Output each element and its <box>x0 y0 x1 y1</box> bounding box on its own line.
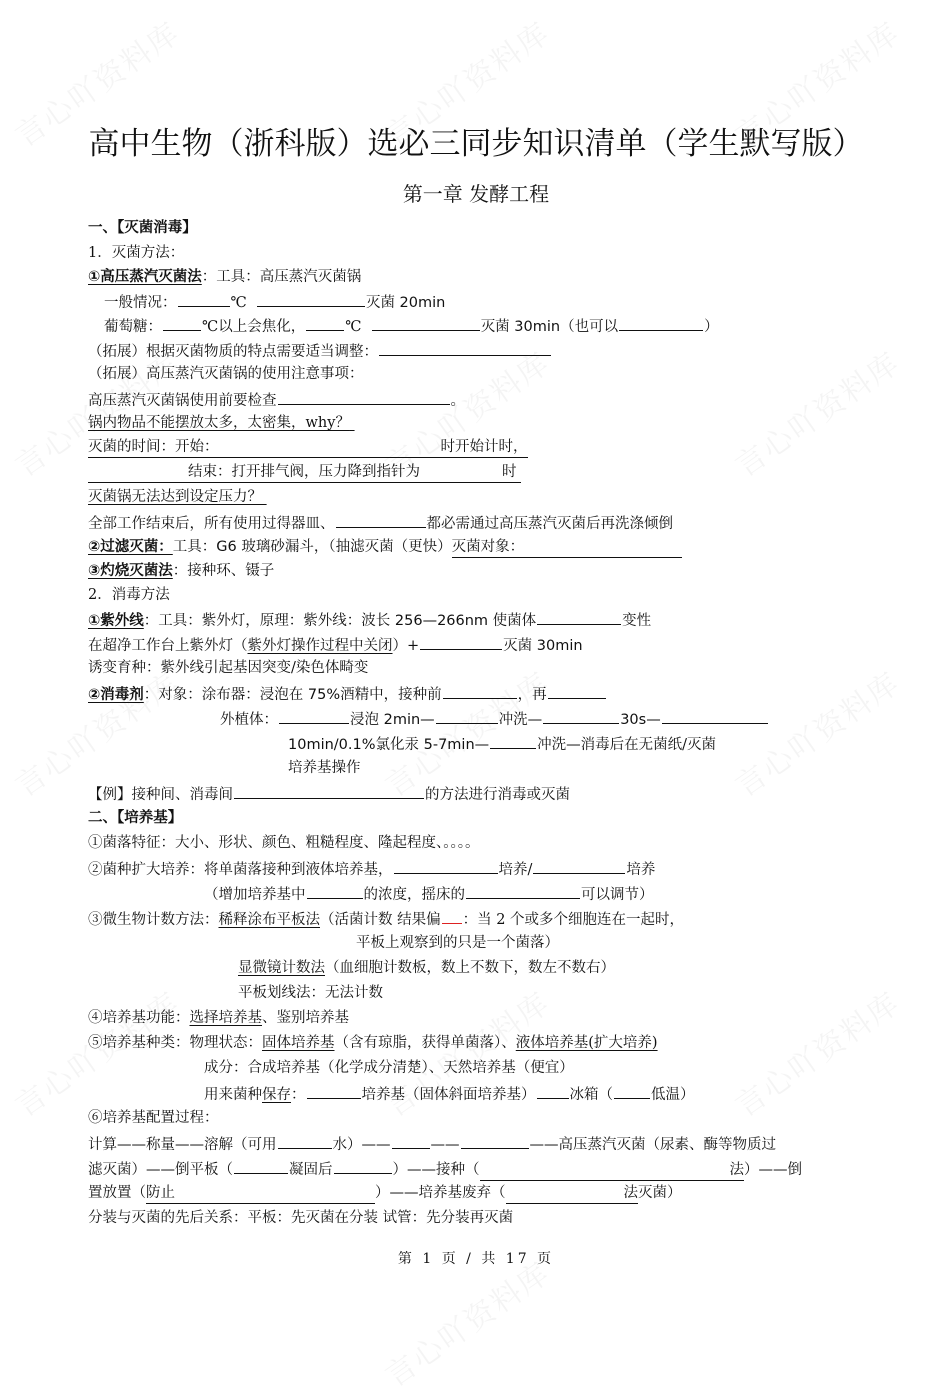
text: 时开始计时， <box>440 439 528 455</box>
text: 保存 <box>262 1087 291 1103</box>
text: 滤灭菌）——倒平板（ <box>88 1162 233 1178</box>
uv-line <box>88 609 651 631</box>
text: 显微镜计数法 <box>238 960 325 976</box>
fill-blank[interactable] <box>163 315 201 331</box>
text: 固体培养基 <box>262 1035 335 1051</box>
fill-blank[interactable] <box>278 389 450 405</box>
disinfectant-line <box>88 683 607 705</box>
text: 时 <box>502 464 517 480</box>
text: 30s— <box>620 712 661 728</box>
text: ⑤培养基种类：物理状态： <box>88 1035 262 1051</box>
fill-blank[interactable] <box>548 683 606 699</box>
text: ）+ <box>392 638 420 654</box>
text: 防止 <box>146 1185 175 1201</box>
fill-blank[interactable] <box>257 291 365 307</box>
watermark <box>725 659 908 805</box>
proc-line-3: 置放置（防止 ）——培养基废弃（ 法灭菌） <box>88 1183 682 1204</box>
item-5-store <box>204 1083 695 1105</box>
text: ℃以上会焦化， <box>202 319 306 335</box>
watermark <box>725 979 908 1125</box>
text: 变性 <box>622 613 652 629</box>
fill-blank[interactable] <box>436 708 498 724</box>
text: ℃ <box>345 319 362 335</box>
fill-blank[interactable] <box>278 1133 332 1149</box>
text: 凝固后 <box>289 1162 333 1178</box>
text: 全部工作结束后，所有使用过得器皿、 <box>88 516 335 532</box>
text: ②菌种扩大培养：将单菌落接种到液体培养基， <box>88 862 393 878</box>
uv-label: ①紫外线 <box>88 613 144 629</box>
text: 【例】接种间、消毒间 <box>88 787 233 803</box>
subheading: 2．消毒方法 <box>88 587 170 603</box>
subheading: 1．灭菌方法： <box>88 245 185 261</box>
text: ）——接种（ <box>392 1162 480 1178</box>
text: 工具：G6 玻璃砂漏斗，（抽滤灭菌（更快） <box>172 539 452 555</box>
example-line <box>88 783 570 805</box>
filter-line <box>88 537 682 558</box>
fill-blank[interactable] <box>461 1133 529 1149</box>
item-4 <box>88 1008 349 1028</box>
text: ——高压蒸汽灭菌（尿素、酶等物质过 <box>529 1137 776 1153</box>
fill-blank[interactable] <box>662 708 768 724</box>
text: 灭菌 30min（也可以 <box>480 319 619 335</box>
proc-line-1 <box>88 1133 776 1155</box>
section-heading: 二、【培养基】 <box>88 810 183 826</box>
text: 灭菌锅无法达到设定压力？ <box>88 489 262 505</box>
text: ℃ <box>230 295 247 311</box>
watermark <box>725 339 908 485</box>
text: 外植体： <box>220 712 278 728</box>
fill-blank[interactable] <box>392 1133 430 1149</box>
fill-blank[interactable] <box>307 1083 361 1099</box>
text: （活菌计数 结果偏 <box>320 912 441 928</box>
text: 在超净工作台上紫外灯（ <box>88 638 248 654</box>
autoclave-line <box>88 267 361 287</box>
text: 葡萄糖： <box>104 319 162 335</box>
fill-blank[interactable] <box>379 340 551 356</box>
text: 结束：打开排气阀，压力降到指针为 <box>188 464 420 480</box>
fill-blank[interactable] <box>334 1158 392 1174</box>
text: （增加培养基中 <box>204 887 306 903</box>
text: 水）—— <box>332 1137 391 1153</box>
fill-blank[interactable] <box>490 733 536 749</box>
item-3-micro <box>238 958 615 978</box>
explant-line <box>220 708 769 730</box>
fill-blank[interactable] <box>443 683 517 699</box>
text: 用来菌种 <box>204 1087 262 1103</box>
fill-blank[interactable] <box>178 291 230 307</box>
watermark <box>375 1249 558 1395</box>
text: 置放置（ <box>88 1185 146 1201</box>
item-3b: 平板上观察到的只是一个菌落） <box>356 935 559 951</box>
item-5-comp: 成分：合成培养基（化学成分清楚）、天然培养基（便宜） <box>204 1060 574 1076</box>
fill-blank[interactable] <box>394 858 498 874</box>
fill-blank[interactable] <box>466 883 580 899</box>
page-footer: 第 1 页 / 共 17 页 <box>397 1251 555 1267</box>
order-line: 分装与灭菌的先后关系：平板：先灭菌在分装 试管：先分装再灭菌 <box>88 1210 514 1226</box>
text: 灭菌对象： <box>451 539 525 555</box>
text: ：工具：紫外灯，原理：紫外线：波长 256—266nm 使菌体 <box>143 613 537 629</box>
item-3 <box>88 908 684 930</box>
text: 培养 <box>626 862 656 878</box>
text: 法 <box>729 1162 744 1178</box>
text: —— <box>430 1137 460 1153</box>
text: （拓展）根据灭菌物质的特点需要适当调整： <box>88 344 378 360</box>
text: ：对象：涂布器：浸泡在 75%酒精中，接种前 <box>143 687 442 703</box>
fill-blank[interactable] <box>234 1158 288 1174</box>
fill-blank[interactable] <box>234 783 424 799</box>
text: 灭菌 30min <box>503 638 583 654</box>
text: ：接种环、镊子 <box>172 563 275 579</box>
text: 高压蒸汽灭菌锅使用前要检查 <box>88 393 277 409</box>
fill-blank[interactable] <box>537 609 621 625</box>
text: 锅内物品不能摆放太多，太密集，why？ <box>88 415 350 431</box>
text: （血细胞计数板，数上不数下，数左不数右） <box>325 960 615 976</box>
fill-blank[interactable] <box>543 708 619 724</box>
text: 计算——称量——溶解（可用 <box>88 1137 277 1153</box>
ext2-line: （拓展）高压蒸汽灭菌锅的使用注意事项： <box>88 366 364 382</box>
text: 。 <box>450 393 465 409</box>
fill-blank[interactable] <box>336 512 426 528</box>
text: ③微生物计数方法： <box>88 912 219 928</box>
fill-blank[interactable] <box>306 315 344 331</box>
text: 10min/0.1%氯化汞 5-7min— <box>288 737 490 753</box>
item-2 <box>88 858 655 880</box>
text: ，再 <box>517 687 547 703</box>
item-5 <box>88 1033 658 1053</box>
fill-blank[interactable] <box>619 315 703 331</box>
text: 浸泡 2min— <box>350 712 435 728</box>
fill-blank[interactable] <box>307 883 363 899</box>
text: （含有琼脂，获得单菌落）、 <box>334 1035 516 1051</box>
section-heading: 一、【灭菌消毒】 <box>88 220 197 236</box>
chapter-title: 第一章 发酵工程 <box>402 182 550 206</box>
text: 稀释涂布平板法 <box>218 912 320 928</box>
text: 的浓度，摇床的 <box>363 887 465 903</box>
item-1: ①菌落特征：大小、形状、颜色、粗糙程度、隆起程度、。。。。 <box>88 835 480 851</box>
fill-blank[interactable] <box>537 1083 569 1099</box>
why-line <box>88 413 355 433</box>
check-line <box>88 389 465 411</box>
fill-blank[interactable] <box>420 634 502 650</box>
explant-line-2 <box>288 733 716 755</box>
text: 、鉴别培养基 <box>262 1010 349 1026</box>
fill-blank[interactable] <box>372 315 480 331</box>
text: ）——培养基废弃（ <box>375 1185 506 1201</box>
text: 冲洗—消毒后在无菌纸/灭菌 <box>537 737 717 753</box>
text: ） <box>704 319 719 335</box>
text: ④培养基功能： <box>88 1010 190 1026</box>
text: 灭菌 20min <box>365 295 446 311</box>
item-3-streak: 平板划线法：无法计数 <box>238 985 383 1001</box>
text: 冲洗— <box>498 712 543 728</box>
fill-blank[interactable] <box>279 708 349 724</box>
burn-line <box>88 561 274 581</box>
fill-blank[interactable] <box>614 1083 650 1099</box>
cleanup-line <box>88 512 673 534</box>
time-start-line <box>88 437 528 458</box>
proc-line-2 <box>88 1158 802 1181</box>
text: 培养/ <box>498 862 533 878</box>
burn-label: ③灼烧灭菌法 <box>88 563 173 579</box>
text: 可以调节） <box>581 887 654 903</box>
fill-blank-red[interactable] <box>442 908 462 924</box>
text: 一般情况： <box>104 295 177 311</box>
time-end-line <box>88 462 521 483</box>
item-2b <box>204 883 654 905</box>
text: 低温） <box>651 1087 695 1103</box>
text: 培养基（固体斜面培养基） <box>361 1087 536 1103</box>
filter-label: ②过滤灭菌： <box>88 539 173 555</box>
item-6: ⑥培养基配置过程： <box>88 1110 219 1126</box>
explant-line-3: 培养基操作 <box>288 760 361 776</box>
text: ： <box>291 1087 306 1103</box>
autoclave-label: ①高压蒸汽灭菌法 <box>88 269 202 285</box>
text: ：当 2 个或多个细胞连在一起时， <box>462 912 685 928</box>
fill-blank[interactable] <box>533 858 625 874</box>
mutation-line: 诱变育种：紫外线引起基因突变/染色体畸变 <box>88 660 369 676</box>
ext1-line <box>88 340 552 362</box>
glucose-line <box>104 315 719 337</box>
pressure-line <box>88 487 267 507</box>
page-title: 高中生物（浙科版）选必三同步知识清单（学生默写版） <box>88 126 864 162</box>
text: 紫外灯操作过程中关闭 <box>247 638 393 654</box>
general-line <box>104 291 445 313</box>
text: ）——倒 <box>744 1162 802 1178</box>
autoclave-tool: ：工具：高压蒸汽灭菌锅 <box>201 269 362 285</box>
text: 灭菌的时间：开始： <box>88 439 219 455</box>
text: 选择培养基 <box>189 1010 262 1026</box>
bench-line <box>88 634 583 656</box>
text: 液体培养基(扩大培养) <box>515 1035 658 1051</box>
text: 冰箱（ <box>569 1087 613 1103</box>
text: 都必需通过高压蒸汽灭菌后再洗涤倾倒 <box>426 516 673 532</box>
disinfectant-label: ②消毒剂 <box>88 687 144 703</box>
text: 的方法进行消毒或灭菌 <box>425 787 570 803</box>
